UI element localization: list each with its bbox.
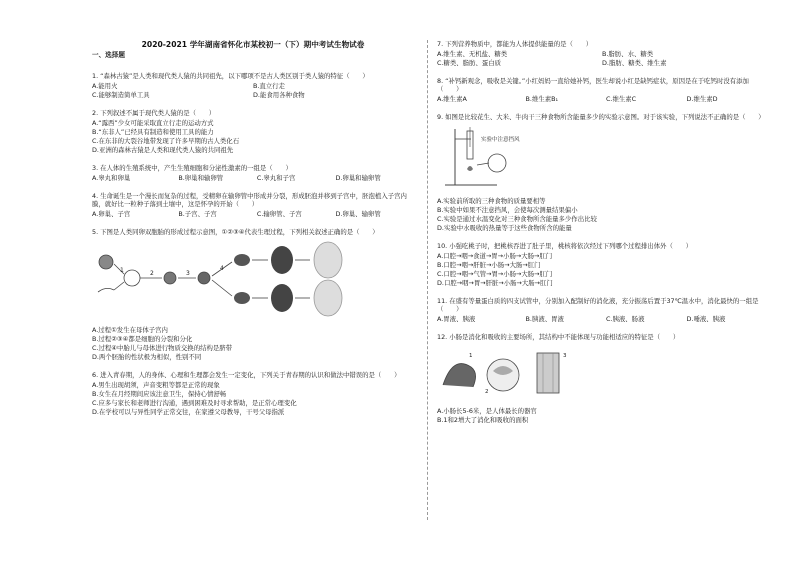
question xyxy=(437,297,767,323)
baby-shape xyxy=(314,280,342,316)
cell-cluster-shape xyxy=(198,272,210,284)
embryo-shape xyxy=(234,292,250,304)
answer-option: D.亚洲的森林古猿是人类和现代类人猿的共同祖先 xyxy=(92,145,234,154)
villus-shape xyxy=(537,353,559,393)
answer-options xyxy=(437,50,767,67)
question-stem: 3. 在人体的生殖系统中，产生生殖细胞和分泌性激素的一组是（ ） xyxy=(92,163,292,172)
question xyxy=(437,113,767,232)
answer-options xyxy=(92,119,414,154)
right-column xyxy=(437,40,767,434)
answer-option: D.能食用各种食物 xyxy=(253,90,305,99)
answer-options xyxy=(92,82,414,99)
figure-annotation: 实验中注意挡风 xyxy=(481,137,520,143)
answer-option: B.脂肪、水、糖类 xyxy=(602,50,654,58)
answer-option: C.输卵管、子宫 xyxy=(256,209,302,218)
question-figure xyxy=(437,125,557,189)
figure-container xyxy=(437,125,767,191)
answer-option: B.维生素B₁ xyxy=(525,95,559,103)
answer-option: B.胰液、胃液 xyxy=(525,315,564,323)
question-stem: 8. “补钙新观念，吸收是关键。”小红妈妈一直给她补钙，医生却说小红是缺钙症状，原因是在于吃钙时没有添加（ ） xyxy=(437,77,749,93)
answer-option: B.卵巢和输卵管 xyxy=(178,173,224,182)
left-column xyxy=(92,40,414,426)
question-stem: 2. 下列叙述不属于现代类人猿的是（ ） xyxy=(92,108,216,117)
answer-option: D.脂肪、糖类、维生素 xyxy=(602,59,667,67)
answer-option: A.胃液、胰液 xyxy=(437,315,476,323)
question xyxy=(92,371,414,416)
answer-option: B.“东非人”已经具有制造和使用工具的能力 xyxy=(92,127,214,136)
question xyxy=(92,228,414,361)
answer-option: B.过程②③④都是细胞的分裂和分化 xyxy=(92,334,193,343)
answer-options xyxy=(437,197,767,232)
figure-part-label: 3 xyxy=(563,353,567,359)
answer-option: A.维生素、无机盐、糖类 xyxy=(437,50,508,58)
answer-option: D.在学校可以与异性同学正常交往，在家遵父母教导，干号父母指派 xyxy=(92,407,285,416)
answer-option: A.口腔→咽→食道→胃→小肠→大肠→肛门 xyxy=(437,252,553,260)
fan-shape xyxy=(488,154,506,172)
column-divider xyxy=(427,40,428,520)
answer-option: B.实验中如果不注意挡风，会使每次测量结果偏小 xyxy=(437,206,578,214)
question-stem: 9. 如图是比较花生、大米、牛肉干三种食物所含能量多少的实验示意图。对于该实验，下列说法不正确的是（ ） xyxy=(437,113,765,121)
figure-part-label: 2 xyxy=(485,389,489,395)
answer-option: D.卵巢、输卵管 xyxy=(335,209,381,218)
figure-step-label: 2 xyxy=(150,269,154,277)
embryo-shape xyxy=(234,254,250,266)
answer-option: A.男生出现胡须，声音变粗等都是正常的现象 xyxy=(92,380,220,389)
answer-options xyxy=(437,252,767,287)
question-stem: 12. 小肠是消化和吸收的主要场所，其结构中不能体现与功能相适应的特征是（ ） xyxy=(437,333,680,341)
intestine-shape xyxy=(443,364,476,387)
answer-option: C.维生素C xyxy=(606,95,637,103)
figure-container xyxy=(437,345,767,401)
sperm-shape xyxy=(98,288,114,292)
fetus-shape xyxy=(271,246,293,274)
answer-options xyxy=(92,381,414,416)
answer-option: C.在东非的大裂谷地带发现了许多早期的古人类化石 xyxy=(92,136,240,145)
question-stem: 1. “森林古猿”是人类和现代类人猿的共同祖先，以下哪项不是古人类区别于类人猿的特征（ ） xyxy=(92,71,369,80)
answer-option: C.能够制造简单工具 xyxy=(92,90,150,99)
answer-option: B.直立行走 xyxy=(253,81,285,90)
answer-option: C.实验是通过水温变化对三种食物所含能量多少作出比较 xyxy=(437,215,597,223)
answer-option: B.女生在月经期间应该注意卫生，保持心情舒畅 xyxy=(92,389,227,398)
question-figure xyxy=(437,345,577,399)
answer-options xyxy=(92,174,414,182)
answer-option: A.卵巢、子宫 xyxy=(92,209,131,218)
answer-option: C.糖类、脂肪、蛋白质 xyxy=(437,59,502,67)
answer-option: D.维生素D xyxy=(686,95,718,103)
answer-option: B.1和2增大了消化和吸收的面积 xyxy=(437,416,529,424)
answer-option: A.小肠长5-6米，是人体最长的器官 xyxy=(437,407,537,415)
answer-option: C.胰液、肠液 xyxy=(606,315,645,323)
question-stem: 10. 小强吃桃子时，把桃核吞进了肚子里，桃核将依次经过下列哪个过程排出体外（ ） xyxy=(437,242,693,250)
question-stem: 6. 进入青春期，人的身体、心理和生理都会发生一定变化，下列关于青春期的认识和做法中错误的是（ ） xyxy=(92,370,401,379)
flame-shape xyxy=(467,166,473,171)
answer-options xyxy=(437,315,767,323)
answer-option: A.过程①发生在母体子宫内 xyxy=(92,325,168,334)
figure-step-label: 4 xyxy=(220,264,224,272)
answer-options xyxy=(437,407,767,424)
answer-option: D.实验中水吸收的热量等于这些食物所含的能量 xyxy=(437,224,572,232)
fertilization-circle xyxy=(124,270,140,286)
page-title: 2020-2021 学年湖南省怀化市某校初一（下）期中考试生物试卷 xyxy=(141,40,365,49)
question-stem: 11. 在盛有等量蛋白质的四支试管中，分别加入配制好的消化液，充分振荡后置于37℃温水中，消化最快的一组是（ ） xyxy=(437,297,759,313)
answer-option: C.睾丸和子宫 xyxy=(256,173,296,182)
question xyxy=(92,109,414,154)
question xyxy=(437,40,767,67)
answer-option: C.应多与家长和老师进行沟通，遇到困难及时寻求帮助，是正常心理变化 xyxy=(92,398,297,407)
answer-option: C.口腔→咽→气管→胃→小肠→大肠→肛门 xyxy=(437,270,553,278)
answer-option: B.子宫、子宫 xyxy=(178,209,217,218)
question xyxy=(92,164,414,182)
question-list-left xyxy=(92,72,414,416)
egg-cell-shape xyxy=(99,255,113,269)
question-stem: 5. 下图是人类同卵双胞胎的形成过程示意图，①②③④代表生理过程，下列相关叙述正确的是（ ） xyxy=(92,227,379,236)
answer-option: A.睾丸和卵巢 xyxy=(92,173,131,182)
question xyxy=(437,77,767,103)
zygote-shape xyxy=(164,272,176,284)
answer-options xyxy=(92,210,414,218)
question-stem: 7. 下列营养物质中，都能为人体提供能量的是（ ） xyxy=(437,40,593,48)
answer-option: D.口腔→咽→胃→肝脏→小肠→大肠→肛门 xyxy=(437,279,553,287)
question xyxy=(437,242,767,287)
answer-option: B.口腔→咽→肝脏→小肠→大肠→肛门 xyxy=(437,261,541,269)
answer-options xyxy=(92,326,414,361)
question xyxy=(437,333,767,424)
answer-option: D.卵巢和输卵管 xyxy=(335,173,381,182)
answer-option: A.维生素A xyxy=(437,95,467,103)
answer-option: A.实验前所取的三种食物的质量要相等 xyxy=(437,197,546,205)
answer-option: A.能用火 xyxy=(92,81,118,90)
question xyxy=(92,72,414,99)
question-list-right xyxy=(437,40,767,424)
question-figure xyxy=(92,240,382,318)
question xyxy=(92,192,414,218)
fetus-shape xyxy=(271,284,293,312)
figure-step-label: 3 xyxy=(186,269,190,277)
question-stem: 4. 生命诞生是一个漫长而复杂的过程，受精卵在输卵管中形成并分裂，形成胚泡并移到子宫中，胚泡植入子宫内膜，就好比一粒种子落到土壤中，这是怀孕的开始（ ） xyxy=(92,191,407,208)
answer-option: D.两个胚胎的性状极为相似，性别不同 xyxy=(92,352,202,361)
figure-step-label: 1 xyxy=(120,266,124,274)
answer-option: C.过程④中胎儿与母体进行物质交换的结构是脐带 xyxy=(92,343,233,352)
section-title: 一、选择题 xyxy=(92,51,125,60)
answer-option: A.“露西”少女可能采取直立行走的运动方式 xyxy=(92,118,214,127)
figure-container xyxy=(92,240,414,320)
baby-shape xyxy=(314,242,342,278)
answer-option: D.唾液、胰液 xyxy=(686,315,726,323)
answer-options xyxy=(437,95,767,103)
figure-part-label: 1 xyxy=(469,353,473,359)
